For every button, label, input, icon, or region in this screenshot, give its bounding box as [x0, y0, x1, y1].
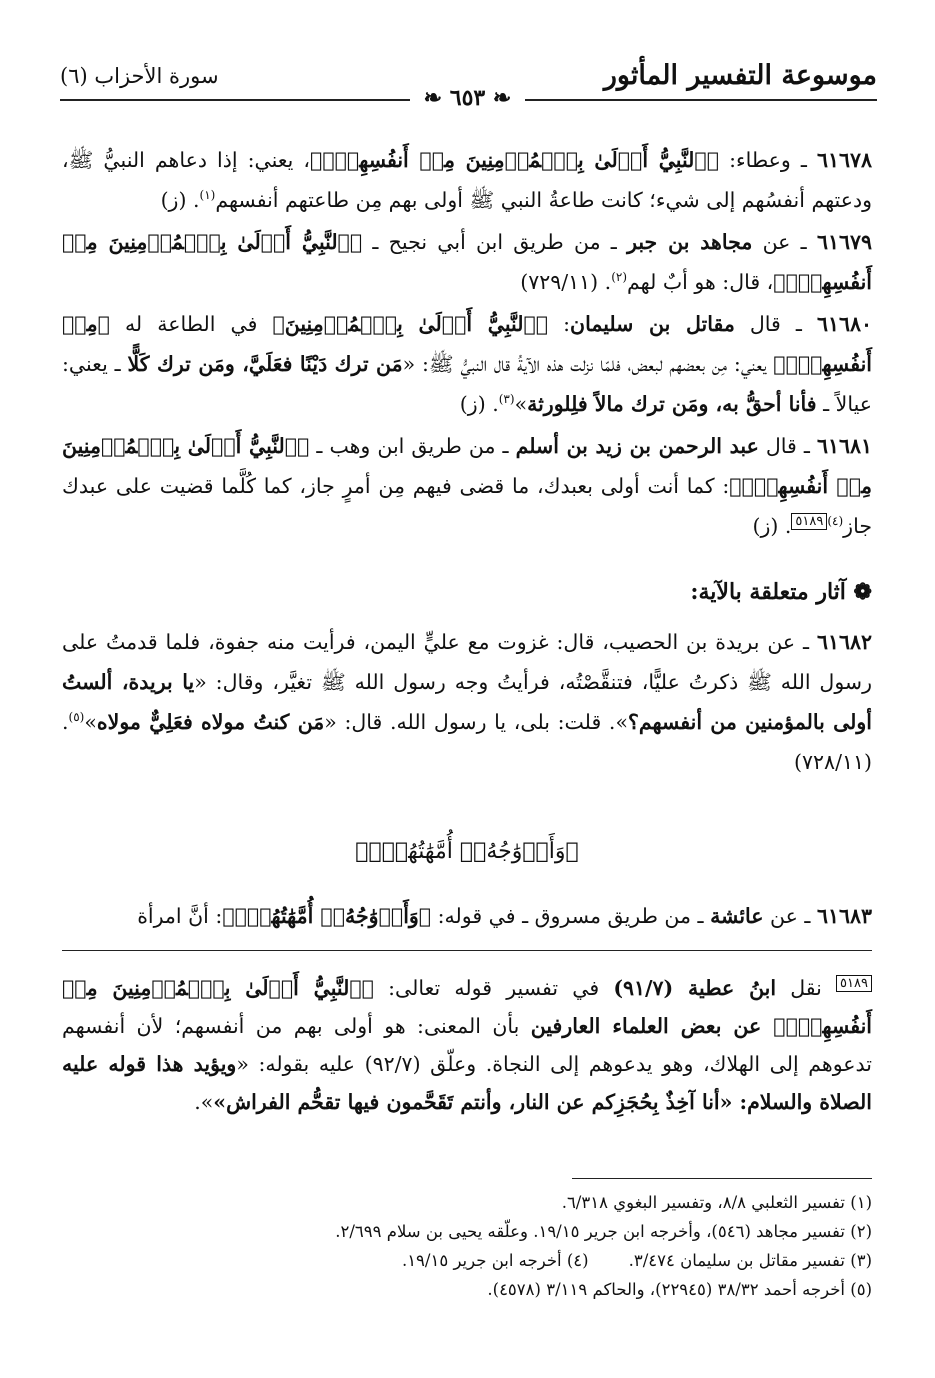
quran-quote: ﴿ٱلنَّبِيُّ أَوۡلَىٰ بِٱلۡمُؤۡمِنِينَ مِنۡ أَنفُسِهِمۡۖ﴾ — [310, 148, 720, 172]
entry-text: : كما أنت أولى بعبدك، ما قضى فيهم مِن أمرٍ جاز، كما كُلَّما قضيت على عبدك جاز — [62, 474, 872, 538]
footnote-1: (١) تفسير الثعلبي ٨/٨، وتفسير البغوي ٦/٣١٨. — [561, 1193, 872, 1212]
entry-number: ٦١٦٨٢ — [816, 630, 872, 654]
narrator-name: عبد الرحمن بن زيد بن أسلم — [515, 434, 759, 458]
note-text: نقل — [776, 976, 837, 1000]
entry-number: ٦١٦٨١ — [816, 434, 872, 458]
footnote-5: (٥) أخرجه أحمد ٣٨/٣٢ (٢٢٩٤٥)، والحاكم ٣/١١٩ (٤٥٧٨). — [487, 1280, 872, 1299]
entry-text: . (ز) — [160, 188, 200, 212]
tafsir-note — [62, 969, 872, 1121]
entry-text: ـ من طريق ابن أبي نجيح ـ — [362, 230, 628, 254]
entry-text: . (٧٢٩/١١) — [520, 270, 612, 294]
hadith-text: مَن ترك دَيْنًا فعَلَيَّ، ومَن ترك كَلًّا — [127, 352, 403, 376]
tafsir-note-number: ٥١٨٩ — [836, 975, 872, 992]
section-title: ❁ آثار متعلقة بالآية: — [690, 579, 872, 605]
entry-text: ـ عن — [752, 230, 817, 254]
footnote-4: (٤) أخرجه ابن جرير ١٩/١٥. — [401, 1251, 589, 1270]
footnote-ref[interactable]: (٣) — [498, 392, 515, 407]
surah-name: سورة الأحزاب (٦) — [60, 64, 219, 88]
footnote-3: (٣) تفسير مقاتل بن سليمان ٣/٤٧٤. — [628, 1251, 872, 1270]
entry-61678 — [62, 140, 872, 220]
entry-text: . (٧٢٨/١١) — [62, 710, 872, 774]
note-bold: ابنُ عطية (٩١/٧) — [613, 976, 777, 1000]
note-bold: ويؤيد هذا قوله عليه الصلاة والسلام: «أنا آخِذٌ بِحُجَزِكم عن النار، وأنتم تَقَحَّمون فيها تقحُّم الفراش» — [62, 1052, 872, 1114]
entry-text: : — [548, 312, 571, 336]
quran-quote: ﴿ٱلنَّبِيُّ أَوۡلَىٰ بِٱلۡمُؤۡمِنِينَ﴾ — [272, 312, 549, 336]
entry-text: ، قال: هو أبٌ لهم — [627, 270, 774, 294]
entry-number: ٦١٦٨٣ — [816, 904, 872, 928]
footnote-ref[interactable]: (٢) — [611, 270, 628, 285]
entry-text: ـ من طريق مسروق ـ في قوله: — [431, 904, 711, 928]
entry-text: ـ عن — [763, 904, 817, 928]
quran-quote: ﴿مِنۡ أَنفُسِهِمۡۖ﴾ — [62, 312, 872, 376]
footnote-ref[interactable]: (١) — [199, 188, 216, 203]
quran-quote: ﴿ٱلنَّبِيُّ أَوۡلَىٰ بِٱلۡمُؤۡمِنِينَ مِنۡ أَنفُسِهِمۡۖ﴾ — [62, 230, 872, 294]
quran-quote: ﴿ٱلنَّبِيُّ أَوۡلَىٰ بِٱلۡمُؤۡمِنِينَ مِنۡ أَنفُسِهِمۡۖ﴾ — [62, 434, 872, 498]
footnote-ref[interactable]: (٥) — [68, 710, 85, 725]
entry-61680 — [62, 304, 872, 424]
entry-text: . (ز) — [752, 514, 792, 538]
quran-quote: ﴿وَأَزۡوَٰجُهُۥٓ أُمَّهَٰتُهُمۡۗ﴾ — [222, 904, 432, 928]
hadith-text: يا بريدة، ألستُ أولى بالمؤمنين من أنفسهم؟ — [62, 670, 872, 734]
page-number-wrap — [0, 84, 935, 112]
footnote-ref[interactable]: (٤) — [827, 514, 844, 529]
entry-61681 — [62, 426, 872, 546]
entry-text: ـ من طريق ابن وهب ـ — [309, 434, 516, 458]
footnote-2: (٢) تفسير مجاهد (٥٤٦)، وأخرجه ابن جرير ١٩/١٥. وعلّقه يحيى بن سلام ٢/٦٩٩. — [335, 1222, 872, 1241]
entry-number: ٦١٦٧٩ — [816, 230, 872, 254]
entry-text: : أنَّ امرأة — [137, 904, 223, 928]
entry-text: ـ يعني: عيالاً ـ — [62, 352, 872, 416]
note-bold: عن بعض العلماء العارفين — [530, 1014, 774, 1038]
hadith-text: فأنا أحقُّ به، ومَن ترك مالاً فلِلورثة — [527, 392, 817, 416]
entry-text: ـ قال — [734, 312, 817, 336]
entry-text: في الطاعة له — [109, 312, 273, 336]
entry-text: ـ قال — [758, 434, 817, 458]
note-text: في تفسير قوله تعالى: — [373, 976, 614, 1000]
main-text — [62, 140, 872, 1123]
entry-text: . (ز) — [459, 392, 499, 416]
footnote-row — [62, 1246, 872, 1275]
tafsir-note-ref[interactable]: ٥١٨٩ — [791, 513, 827, 530]
entry-61683 — [62, 896, 872, 936]
narrator-name: مجاهد بن جبر — [627, 230, 753, 254]
ayah-heading: ﴿وَأَزۡوَٰجُهُۥٓ أُمَّهَٰتُهُمۡۗ﴾ — [355, 839, 579, 864]
entry-61679 — [62, 222, 872, 302]
page-number: ❧ ٦٥٣ ❧ — [410, 84, 526, 112]
entry-text: ـ وعطاء: — [719, 148, 817, 172]
note-text: بأن المعنى: هو أولى بهم من أنفسهم؛ لأن أنفسهم تدعوهم إلى الهلاك، وهو يدعوهم إلى النجاة. وعلّق (٩٢/٧) عليه بقوله: « — [62, 1014, 872, 1076]
tafsir-divider — [62, 950, 872, 951]
entry-text: ، يعني: إذا دعاهم النبيُّ ﷺ، ودعتهم أنفسُهم إلى شيء؛ كانت طاعةُ النبي ﷺ أولى بهم مِن طاعتهم أنفسهم — [62, 148, 872, 212]
entry-text: » — [84, 710, 97, 734]
entry-text: » — [514, 392, 528, 416]
hadith-text: مَن كنتُ مولاه فعَلِيٌّ مولاه — [96, 710, 325, 734]
quran-quote: ﴿ٱلنَّبِيُّ أَوۡلَىٰ بِٱلۡمُؤۡمِنِينَ مِنۡ أَنفُسِهِمۡۖ﴾ — [62, 976, 872, 1038]
entry-text: يعني: مِن بعضهم لبعض، فلمّا نزلت هذه الآيةُ قال النبيُّ ﷺ: « — [402, 352, 774, 376]
entry-text: ـ عن بريدة بن الحصيب، قال: غزوت مع عليٍّ اليمن، فرأيت منه جفوة، فلما قدمتُ على رسول الله ﷺ ذكرتُ عليًّا، فتنقَّصْتُه، فرأيتُ وجه رسول الله ﷺ تغيَّر، وقال: « — [62, 630, 872, 694]
entry-61682 — [62, 622, 872, 782]
footnote-divider — [572, 1178, 872, 1179]
narrator-name: مقاتل بن سليمان — [570, 312, 735, 336]
book-title: موسوعة التفسير المأثور — [603, 60, 877, 91]
entry-number: ٦١٦٧٨ — [816, 148, 872, 172]
note-text: ». — [194, 1090, 214, 1114]
narrator-name: عائشة — [710, 904, 764, 928]
entry-number: ٦١٦٨٠ — [816, 312, 873, 336]
entry-text: ». قلت: بلى، يا رسول الله. قال: « — [324, 710, 628, 734]
footnotes — [62, 1188, 872, 1304]
